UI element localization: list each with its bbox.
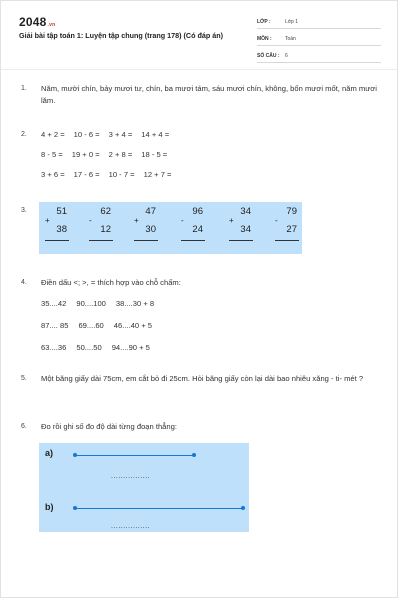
question-number: 1. — [21, 85, 27, 92]
comparison-item: 63....36 — [41, 343, 67, 352]
operator: + — [134, 216, 139, 225]
grid-row — [41, 294, 361, 314]
question-number: 4. — [21, 279, 27, 286]
meta-value: Toán — [285, 35, 296, 42]
page-title: Giải bài tập toán 1: Luyện tập chung (trang 178) (Có đáp án) — [19, 31, 224, 40]
meta-info — [257, 15, 381, 66]
comparison-item: 87.... 85 — [41, 321, 69, 330]
grid-cell: 14 + 4 = — [141, 130, 170, 139]
segment-endpoint — [73, 506, 77, 510]
grid-cell: 2 + 8 = — [108, 150, 133, 159]
vertical-problem — [89, 206, 113, 250]
top-number: 96 — [192, 206, 203, 217]
answer-line — [181, 240, 205, 241]
meta-row-count — [257, 49, 381, 63]
meta-value: Lớp 1 — [285, 18, 299, 25]
grid-cell: 12 + 7 = — [143, 170, 172, 179]
answer-blank[interactable]: ................ — [111, 473, 151, 480]
answer-line — [275, 240, 299, 241]
grid-row — [41, 145, 180, 165]
answer-line — [89, 240, 113, 241]
segment-label: b) — [45, 502, 54, 512]
answer-blank[interactable]: ................ — [111, 523, 151, 530]
operator: - — [89, 216, 92, 225]
comparison-grid — [41, 294, 361, 358]
meta-key: LỚP : — [257, 18, 271, 25]
grid-cell: 10 - 7 = — [108, 170, 135, 179]
segment-label: a) — [45, 448, 54, 458]
grid-row — [41, 125, 180, 145]
arithmetic-grid — [41, 125, 180, 185]
bottom-number: 12 — [100, 224, 111, 235]
grid-cell: 8 - 5 = — [41, 150, 63, 159]
question-number: 5. — [21, 375, 27, 382]
question-number: 6. — [21, 423, 27, 430]
top-number: 34 — [240, 206, 251, 217]
grid-cell: 3 + 4 = — [108, 130, 133, 139]
grid-cell: 3 + 6 = — [41, 170, 65, 179]
operator: + — [229, 216, 234, 225]
line-segment-a — [75, 455, 194, 456]
question-text: Một băng giấy dài 75cm, em cắt bỏ đi 25cm. Hỏi băng giấy còn lại dài bao nhiêu xăng - ti- mét ? — [41, 374, 364, 383]
grid-cell: 17 - 6 = — [73, 170, 100, 179]
grid-row — [41, 165, 180, 185]
question-number: 2. — [21, 131, 27, 138]
meta-row-subject — [257, 32, 381, 46]
logo[interactable]: 2048.vn — [19, 15, 56, 29]
top-number: 51 — [56, 206, 67, 217]
question-number: 3. — [21, 207, 27, 214]
bottom-number: 38 — [56, 224, 67, 235]
answer-line — [134, 240, 158, 241]
comparison-item: 94....90 + 5 — [111, 343, 150, 352]
grid-cell: 19 + 0 = — [71, 150, 100, 159]
top-number: 62 — [100, 206, 111, 217]
top-number: 47 — [145, 206, 156, 217]
grid-cell: 10 - 6 = — [73, 130, 100, 139]
vertical-problem — [134, 206, 158, 250]
vertical-problem — [181, 206, 205, 250]
comparison-item: 69....60 — [78, 321, 104, 330]
segment-endpoint — [192, 453, 196, 457]
question-text: Năm, mười chín, bảy mươi tư, chín, ba mươi tám, sáu mươi chín, không, bốn mươi mốt, năm mươi lăm. — [41, 84, 377, 105]
header-divider — [1, 69, 397, 70]
vertical-problem — [45, 206, 69, 250]
bottom-number: 30 — [145, 224, 156, 235]
operator: - — [275, 216, 278, 225]
grid-row — [41, 316, 361, 336]
segment-endpoint — [241, 506, 245, 510]
top-number: 79 — [286, 206, 297, 217]
vertical-problem — [275, 206, 299, 250]
bottom-number: 24 — [192, 224, 203, 235]
meta-key: MÔN : — [257, 35, 272, 42]
segment-measure-box — [39, 443, 249, 532]
meta-key: SỐ CÂU : — [257, 52, 280, 59]
line-segment-b — [75, 508, 243, 509]
bottom-number: 34 — [240, 224, 251, 235]
operator: - — [181, 216, 184, 225]
comparison-item: 50....50 — [76, 343, 102, 352]
vertical-problem — [229, 206, 253, 250]
comparison-item: 35....42 — [41, 299, 67, 308]
comparison-item: 90....100 — [76, 299, 106, 308]
bottom-number: 27 — [286, 224, 297, 235]
operator: + — [45, 216, 50, 225]
answer-line — [229, 240, 253, 241]
comparison-item: 46....40 + 5 — [113, 321, 153, 330]
question-text: Đo rồi ghi số đo độ dài từng đoạn thẳng: — [41, 422, 177, 431]
answer-line — [45, 240, 69, 241]
segment-endpoint — [73, 453, 77, 457]
grid-cell: 18 - 5 = — [141, 150, 168, 159]
comparison-item: 38....30 + 8 — [115, 299, 155, 308]
meta-row-class — [257, 15, 381, 29]
grid-cell: 4 + 2 = — [41, 130, 65, 139]
vertical-arithmetic-box — [39, 202, 302, 254]
question-text: Điền dấu <; >, = thích hợp vào chỗ chấm: — [41, 278, 181, 287]
header — [1, 1, 397, 63]
grid-row — [41, 338, 361, 358]
meta-value: 6 — [285, 52, 288, 59]
